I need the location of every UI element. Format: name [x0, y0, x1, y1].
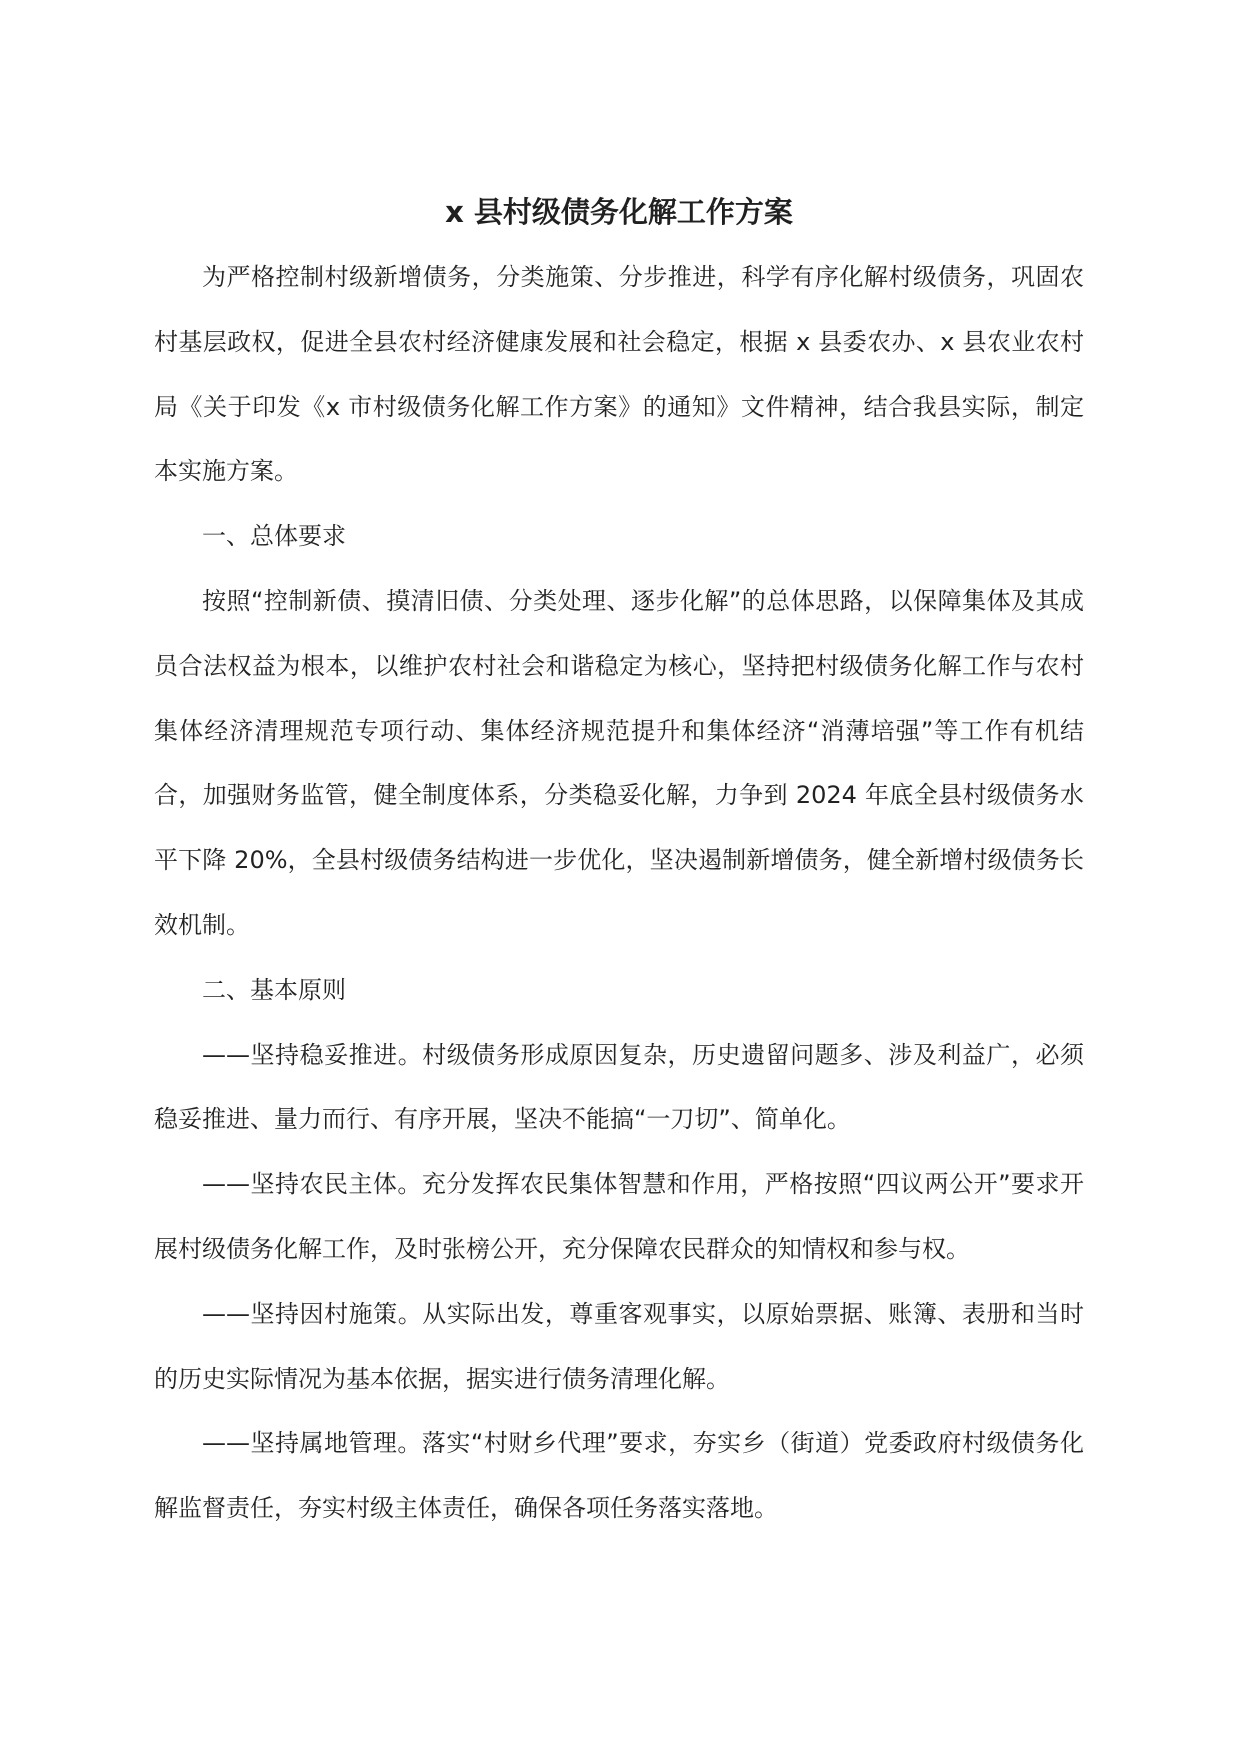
- principle-paragraph: ——坚持农民主体。充分发挥农民集体智慧和作用，严格按照“四议两公开”要求开展村级债务化解工作，及时张榜公开，充分保障农民群众的知情权和参与权。: [154, 1170, 1084, 1263]
- principle-paragraph: ——坚持因村施策。从实际出发，尊重客观事实，以原始票据、账簿、表册和当时的历史实际情况为基本依据，据实进行债务清理化解。: [154, 1299, 1084, 1393]
- overall-requirements-paragraph: 按照“控制新债、摸清旧债、分类处理、逐步化解”的总体思路，以保障集体及其成员合法权益为根本，以维护农村社会和谐稳定为核心，坚持把村级债务化解工作与农村集体经济清理规范专项行动、集体经济规范提升和集体经济“消薄培强”等工作有机结合，加强财务监管，健全制度体系，分类稳妥化解，力争到 2024 年底全县村级债务水平下降 20%，全县村级债务结构进一步优化，坚决遏制新增债务，健全新增村级债务长效机制。: [154, 586, 1084, 939]
- document-title: x 县村级债务化解工作方案: [445, 195, 793, 229]
- section-heading-overall-requirements: 一、总体要求: [202, 522, 346, 551]
- document-body: [154, 187, 1084, 1541]
- principle-paragraph: ——坚持稳妥推进。村级债务形成原因复杂，历史遗留问题多、涉及利益广，必须稳妥推进、量力而行、有序开展，坚决不能搞“一刀切”、简单化。: [154, 1040, 1084, 1134]
- intro-paragraph: 为严格控制村级新增债务，分类施策、分步推进，科学有序化解村级债务，巩固农村基层政权，促进全县农村经济健康发展和社会稳定，根据 x 县委农办、x 县农业农村局《关于印发《x 市村级债务化解工作方案》的通知》文件精神，结合我县实际，制定本实施方案。: [154, 263, 1084, 486]
- principle-paragraph: ——坚持属地管理。落实“村财乡代理”要求，夯实乡（街道）党委政府村级债务化解监督责任，夯实村级主体责任，确保各项任务落实落地。: [154, 1429, 1084, 1523]
- section-heading-basic-principles: 二、基本原则: [202, 975, 346, 1004]
